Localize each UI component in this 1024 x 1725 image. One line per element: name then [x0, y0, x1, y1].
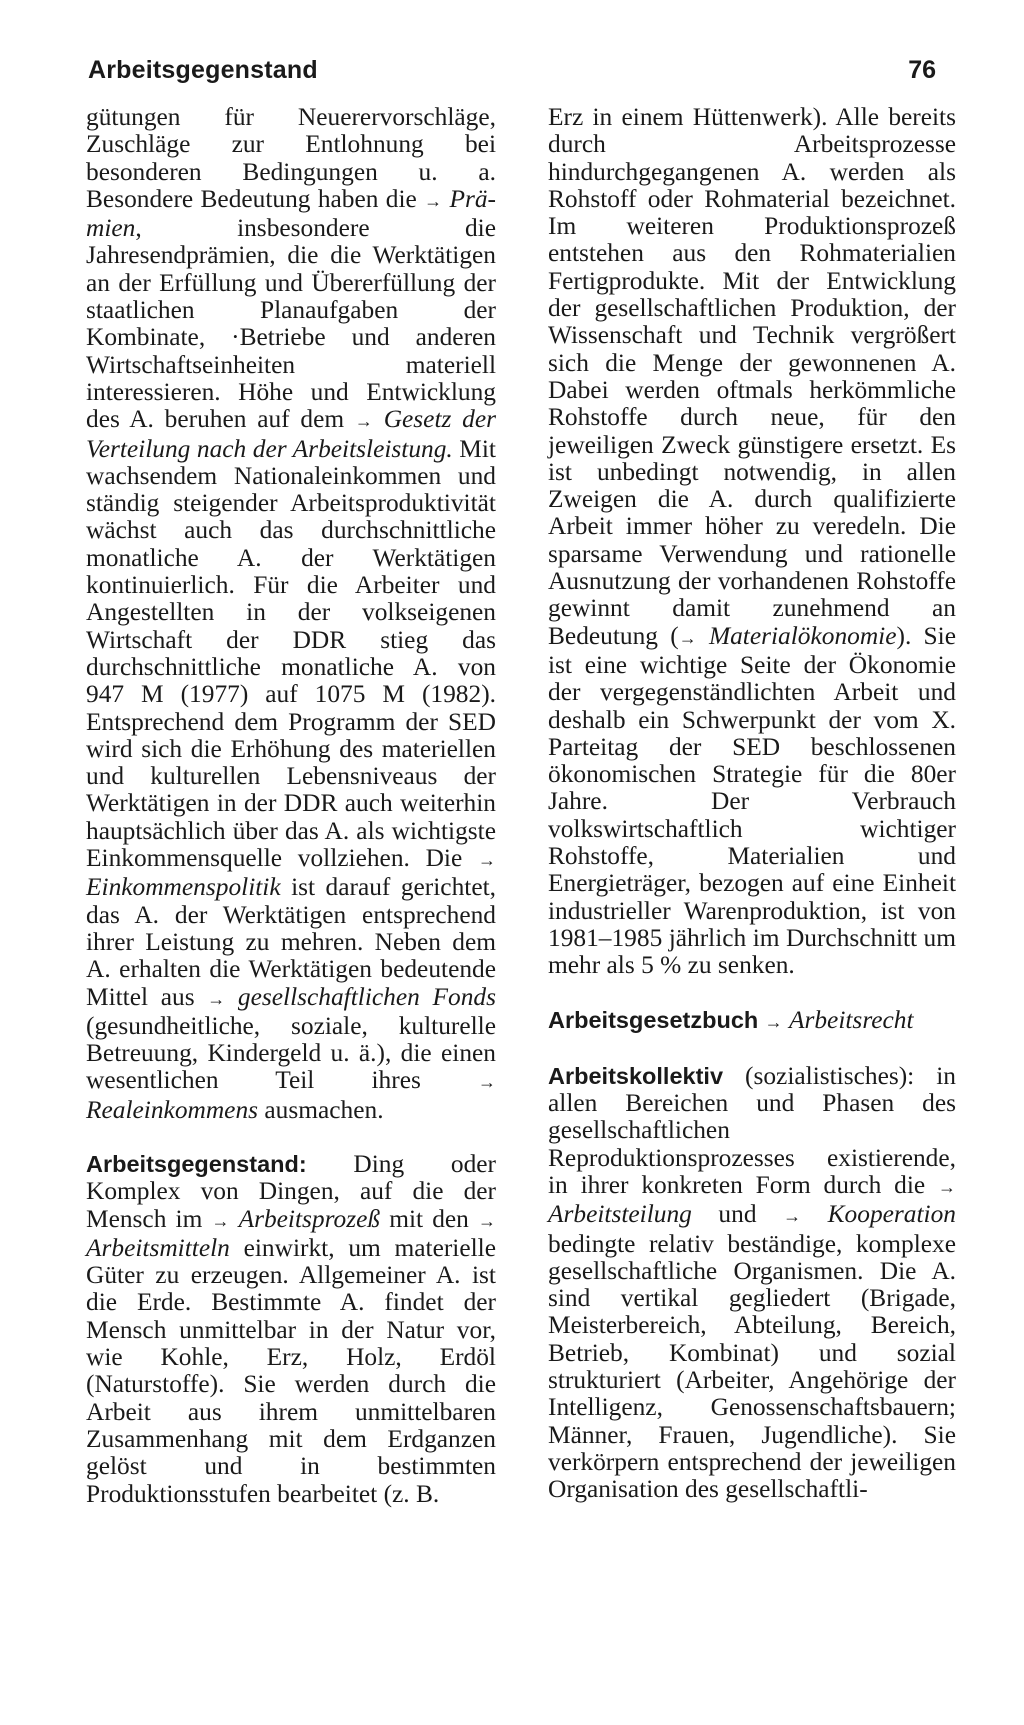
text-run: (sozialistisches): in allen Bereichen und Phasen des gesellschaftlichen Reproduktionsprozesses existierende, in ihrer konkreten Form durch die	[548, 1061, 956, 1199]
text-run: Mit wachsendem Nationaleinkommen und ständig steigender Arbeitsproduktivität wächst auch das durchschnittliche monatliche A. der Werktätigen kontinuierlich. Für die Arbeiter und Angestellten in der volkseigenen Wirtschaft der DDR stieg das durchschnittliche monatliche A. von 947 M (1977) auf 1075 M (1982). Entsprechend dem Programm der SED wird sich die Erhöhung des materiellen und kulturellen Lebensniveaus der Werktätigen in der DDR auch weiterhin hauptsächlich über das A. als wichtigste Einkommensquelle vollziehen. Die	[86, 434, 496, 873]
cross-reference-arrow-icon: →	[207, 988, 226, 1009]
cross-reference-arrow-icon: →	[424, 190, 443, 211]
running-head: Arbeitsgegenstand	[88, 56, 318, 84]
right-column	[548, 104, 956, 1504]
text-run: ). Sie ist eine wichtige Seite der Ökonomie der vergegenständlichten Arbeit und deshalb ein Schwerpunkt der vom X. Parteitag der SED beschlossenen ökonomischen Strategie für die 80er Jahre. Der Verbrauch volkswirtschaftlich wichtiger Rohstoffe, Materialien und Energieträger, bezogen auf eine Einheit industrieller Warenproduktion, ist von 1981–1985 jährlich im Durchschnitt um mehr als 5 % zu senken.	[548, 621, 956, 980]
entry-continuation-paragraph	[548, 104, 956, 980]
text-run: (gesundheitliche, soziale, kulturelle Betreuung, Kindergeld u. ä.), die einen wesentlichen Teil ihres	[86, 1011, 496, 1095]
text-run: und	[691, 1200, 784, 1229]
text-run: gütungen für Neuerervorschläge, Zuschläge zur Entlohnung bei besonderen Bedingungen u. a. Besondere Bedeutung haben die	[86, 103, 496, 213]
cross-reference-arrow-icon: →	[211, 1210, 230, 1231]
text-run: bedingte relativ beständige, komplexe gesellschaftliche Organismen. Die A. sind vertikal gegliedert (Brigade, Meisterbereich, Abteilung, Bereich, Betrieb, Kombinat) und sozial strukturiert (Arbeiter, Angehörige der Intelligenz, Genossenschaftsbauern; Männer, Frauen, Jugendliche). Sie verkörpern entsprechend der jeweiligen Organisation des gesellschaftli-	[548, 1229, 956, 1504]
left-column	[86, 104, 496, 1508]
page-number: 76	[908, 56, 936, 84]
cross-reference-arbeitsmitteln[interactable]: Arbeitsmitteln	[86, 1233, 230, 1262]
cross-reference-arrow-icon: →	[354, 411, 373, 432]
page-header	[88, 56, 936, 96]
text-run: einwirkt, um materielle Güter zu erzeugen. Allgemeiner A. ist die Erde. Bestimmte A. findet der Mensch unmittelbar in der Natur vor, wie Kohle, Erz, Holz, Erdöl (Naturstoffe). Sie werden durch die Arbeit aus ihrem unmittelbaren Zusammenhang mit dem Erdganzen gelöst und in bestimmten Produktionsstufen bearbeitet (z. B.	[86, 1233, 496, 1508]
cross-reference-arbeitsteilung[interactable]: Arbeitsteilung	[548, 1200, 692, 1229]
entry-arbeitsgegenstand	[86, 1151, 496, 1508]
entry-headword: Arbeitskollektiv	[548, 1062, 724, 1089]
cross-reference-arrow-icon: →	[478, 1072, 496, 1093]
cross-reference-arrow-icon: →	[764, 1011, 783, 1032]
cross-reference-einkommenspolitik[interactable]: Einkommenspolitik	[86, 873, 281, 902]
cross-reference-realeinkommens[interactable]: Realeinkommens	[86, 1095, 259, 1124]
text-run: , insbesondere die Jahresendprämien, die die Werktätigen an der Erfüllung und Übererfüllung der staatlichen Planaufgaben der Kombinate, ·Betriebe und anderen Wirtschaftseinheiten materiell interessieren. Höhe und Entwicklung des A. beruhen auf dem	[86, 214, 496, 434]
cross-reference-praemien[interactable]: Prä-mien	[86, 184, 496, 243]
entry-continuation-paragraph	[86, 104, 496, 1124]
text-run: Erz in einem Hüttenwerk). Alle bereits durch Arbeitsprozesse hindurchgegangenen A. werden als Rohstoff oder Rohmaterial bezeichnet. Im weiteren Produktionsprozeß entstehen aus den Rohmaterialien Fertigprodukte. Mit der Entwicklung der gesellschaftlichen Produktion, der Wissenschaft und Technik vergrößert sich die Menge der gewonnenen A. Dabei werden oftmals herkömmliche Rohstoffe durch neue, für den jeweiligen Zweck günstigere ersetzt. Es ist unbedingt notwendig, in allen Zweigen die A. durch qualifizierte Arbeit immer höher zu veredeln. Die sparsame Verwendung und rationelle Ausnutzung der vorhandenen Rohstoffe gewinnt damit zunehmend an Bedeutung (	[548, 103, 956, 650]
cross-reference-gesetz-der-verteilung[interactable]: Gesetz der Verteilung nach der Arbeitsleistung.	[86, 405, 496, 463]
text-run: Ding oder Komplex von Dingen, auf die der Mensch im	[86, 1149, 496, 1233]
entry-arbeitsgesetzbuch	[548, 1007, 956, 1036]
cross-reference-arrow-icon: →	[783, 1206, 802, 1227]
cross-reference-arrow-icon: →	[478, 1210, 496, 1231]
cross-reference-arrow-icon: →	[678, 627, 697, 648]
cross-reference-materialoekonomie[interactable]: Materialökonomie	[708, 621, 897, 650]
entry-headword: Arbeitsgegenstand:	[86, 1150, 307, 1177]
cross-reference-arrow-icon: →	[938, 1176, 956, 1197]
text-run: ist darauf gerichtet, das A. der Werktätigen entsprechend ihrer Leistung zu mehren. Neben dem A. erhalten die Werktätigen bedeutende Mittel aus	[86, 873, 496, 1011]
entry-arbeitskollektiv	[548, 1063, 956, 1504]
text-run: mit den	[380, 1204, 478, 1233]
cross-reference-arbeitsrecht[interactable]: Arbeitsrecht	[788, 1005, 914, 1034]
cross-reference-arrow-icon: →	[478, 850, 496, 871]
entry-headword: Arbeitsgesetzbuch	[548, 1006, 759, 1033]
text-run: ausmachen.	[258, 1095, 384, 1124]
cross-reference-arbeitsprozess[interactable]: Arbeitsprozeß	[238, 1204, 381, 1233]
cross-reference-gesellschaftliche-fonds[interactable]: gesellschaftlichen Fonds	[237, 982, 496, 1011]
cross-reference-kooperation[interactable]: Kooperation	[827, 1200, 956, 1229]
